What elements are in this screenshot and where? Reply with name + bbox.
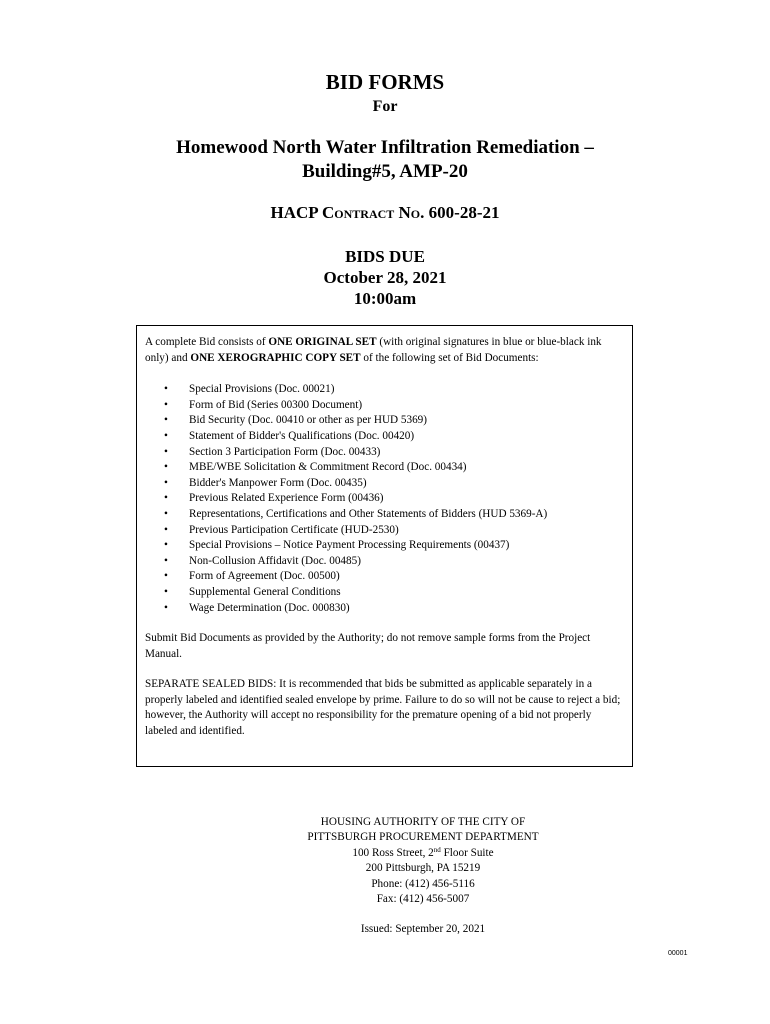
bullet-icon: • bbox=[164, 554, 168, 567]
contract-number-value: 600-28-21 bbox=[428, 203, 500, 222]
list-item bbox=[145, 429, 624, 445]
bullet-icon: • bbox=[164, 523, 168, 536]
page-number: 00001 bbox=[668, 950, 688, 957]
bullet-icon: • bbox=[164, 383, 168, 396]
list-item bbox=[145, 476, 624, 492]
list-item-text: Form of Agreement (Doc. 00500) bbox=[189, 570, 340, 583]
issued-date: Issued: September 20, 2021 bbox=[360, 923, 486, 935]
bids-due-time: 10:00am bbox=[353, 289, 417, 308]
authority-address-block bbox=[228, 815, 618, 907]
bullet-icon: • bbox=[164, 445, 168, 458]
bid-requirements-box bbox=[136, 325, 633, 767]
project-name-line1: Homewood North Water Infiltration Remediation – bbox=[176, 137, 594, 158]
fax-number: Fax: (412) 456-5007 bbox=[376, 893, 470, 906]
intro-original-set: ONE ORIGINAL SET bbox=[268, 336, 377, 348]
list-item bbox=[145, 538, 624, 554]
org-name-line2: PITTSBURGH PROCUREMENT DEPARTMENT bbox=[307, 831, 539, 844]
org-name-line1: HOUSING AUTHORITY OF THE CITY OF bbox=[320, 816, 526, 828]
contract-prefix: HACP bbox=[270, 203, 318, 222]
list-item bbox=[145, 398, 624, 414]
list-item-text: Bid Security (Doc. 00410 or other as per HUD 5369) bbox=[189, 414, 427, 427]
list-item bbox=[145, 554, 624, 570]
intro-text-pre: A complete Bid consists of bbox=[145, 336, 266, 348]
list-item-text: Section 3 Participation Form (Doc. 00433) bbox=[189, 445, 381, 458]
bullet-icon: • bbox=[164, 398, 168, 411]
street-address-main: 100 Ross Street, 2 bbox=[352, 846, 434, 859]
list-item bbox=[145, 382, 624, 398]
bullet-icon: • bbox=[164, 585, 168, 598]
list-item-text: Form of Bid (Series 00300 Document) bbox=[189, 398, 363, 411]
submit-instructions: Submit Bid Documents as provided by the Authority; do not remove sample forms from the Project Manual. bbox=[145, 632, 591, 660]
intro-text-post: of the following set of Bid Documents: bbox=[363, 351, 539, 364]
list-item-text: Statement of Bidder's Qualifications (Doc. 00420) bbox=[189, 429, 415, 442]
contract-word: Contract No. bbox=[322, 203, 425, 222]
street-address-suite: Floor Suite bbox=[440, 846, 494, 859]
bids-due-block bbox=[0, 246, 770, 309]
list-item bbox=[145, 507, 624, 523]
list-item-text: Supplemental General Conditions bbox=[189, 585, 341, 598]
street-address-ordinal: nd bbox=[433, 845, 441, 854]
project-name-line2: Building#5, AMP-20 bbox=[302, 161, 468, 182]
list-item bbox=[145, 585, 624, 601]
list-item bbox=[145, 601, 624, 617]
phone-number: Phone: (412) 456-5116 bbox=[371, 877, 475, 890]
list-item-text: Previous Participation Certificate (HUD-2530) bbox=[189, 523, 399, 536]
project-name bbox=[0, 136, 770, 184]
list-item-text: Special Provisions (Doc. 00021) bbox=[189, 383, 335, 396]
bullet-icon: • bbox=[164, 539, 168, 552]
bids-due-label: BIDS DUE bbox=[345, 247, 425, 266]
bids-due-date: October 28, 2021 bbox=[323, 268, 447, 287]
list-item-text: Bidder's Manpower Form (Doc. 00435) bbox=[189, 476, 367, 489]
list-item-text: Previous Related Experience Form (00436) bbox=[189, 492, 384, 505]
bullet-icon: • bbox=[164, 601, 168, 614]
list-item bbox=[145, 523, 624, 539]
bullet-icon: • bbox=[164, 461, 168, 474]
list-item bbox=[145, 491, 624, 507]
bullet-icon: • bbox=[164, 414, 168, 427]
list-item-text: Special Provisions – Notice Payment Processing Requirements (00437) bbox=[189, 539, 510, 552]
bullet-icon: • bbox=[164, 476, 168, 489]
list-item-text: MBE/WBE Solicitation & Commitment Record (Doc. 00434) bbox=[189, 461, 467, 474]
list-item bbox=[145, 445, 624, 461]
list-item bbox=[145, 569, 624, 585]
bid-intro-paragraph bbox=[145, 335, 624, 366]
bullet-icon: • bbox=[164, 507, 168, 520]
sealed-bids-notice: SEPARATE SEALED BIDS: It is recommended that bids be submitted as applicable separately in a properly labeled and identified sealed envelope by prime. Failure to do so will not be cause to reject a bid; however, the Authority will accept no responsibility for the premature opening of a bid not properly labeled and identified. bbox=[145, 678, 621, 738]
list-item-text: Wage Determination (Doc. 000830) bbox=[189, 601, 350, 614]
bullet-icon: • bbox=[164, 429, 168, 442]
bid-documents-list bbox=[145, 382, 624, 616]
city-state-zip: 200 Pittsburgh, PA 15219 bbox=[365, 862, 481, 875]
list-item-text: Non-Collusion Affidavit (Doc. 00485) bbox=[189, 554, 361, 567]
list-item-text: Representations, Certifications and Other Statements of Bidders (HUD 5369-A) bbox=[189, 507, 548, 520]
contract-number bbox=[0, 202, 770, 224]
bullet-icon: • bbox=[164, 492, 168, 505]
bullet-icon: • bbox=[164, 570, 168, 583]
list-item bbox=[145, 413, 624, 429]
intro-copy-set: ONE XEROGRAPHIC COPY SET bbox=[190, 351, 361, 364]
intro-text-mid: (with original signatures in blue or blue-black ink only) and bbox=[145, 336, 602, 364]
street-address bbox=[228, 846, 618, 861]
document-for-label: For bbox=[372, 98, 398, 115]
document-title: BID FORMS bbox=[325, 70, 445, 94]
list-item bbox=[145, 460, 624, 476]
